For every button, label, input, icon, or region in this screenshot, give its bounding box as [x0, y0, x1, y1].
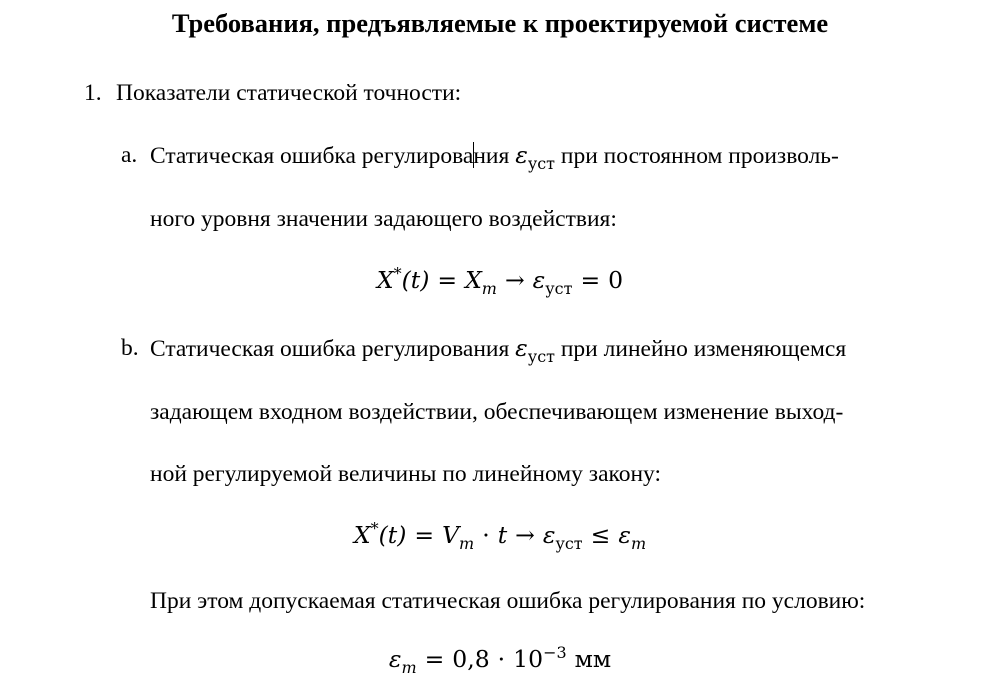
item-b-line-1: Статическая ошибка регулирования $\varepsilon_{уст}$ при линейно изменяющемся [150, 334, 847, 367]
item-a-text-word-end: ния [473, 143, 510, 169]
list-marker-b: b. [121, 335, 139, 361]
item-b-line-3: ной регулируемой величины по линейному закону: [150, 461, 662, 487]
note-text: При этом допускаемая статическая ошибка регулирования по условию: [150, 588, 866, 614]
item-b-line-2: задающем входном воздействии, обеспечивающем изменение выход- [150, 399, 844, 425]
item-a-text-start: Статическая ошибка регулирова [150, 143, 474, 169]
item-1-text: Показатели статической точности: [116, 80, 462, 106]
item-a-line-2: ного уровня значении задающего воздействия: [150, 206, 617, 232]
item-a-line-1 [150, 140, 839, 174]
formula-2: $X^*(t) = V_m \cdot t \to \varepsilon_{уст} \le \varepsilon_m$ [353, 519, 647, 554]
document-title: Требования, предъявляемые к проектируемой системе [171, 8, 829, 38]
epsilon-symbol: $\varepsilon_{уст}$ [515, 141, 555, 174]
item-a-text-tail: при постоянном произволь- [560, 143, 839, 169]
formula-1: $X^*(t) = X_m \to \varepsilon_{уст} = 0$ [376, 264, 624, 299]
formula-3: $\varepsilon_m = 0,8 \cdot 10^{-3}$ мм [388, 643, 612, 678]
list-marker-a: a. [121, 142, 138, 168]
epsilon-symbol: $\varepsilon_{уст}$ [515, 334, 555, 367]
list-marker-1: 1. [84, 80, 102, 106]
